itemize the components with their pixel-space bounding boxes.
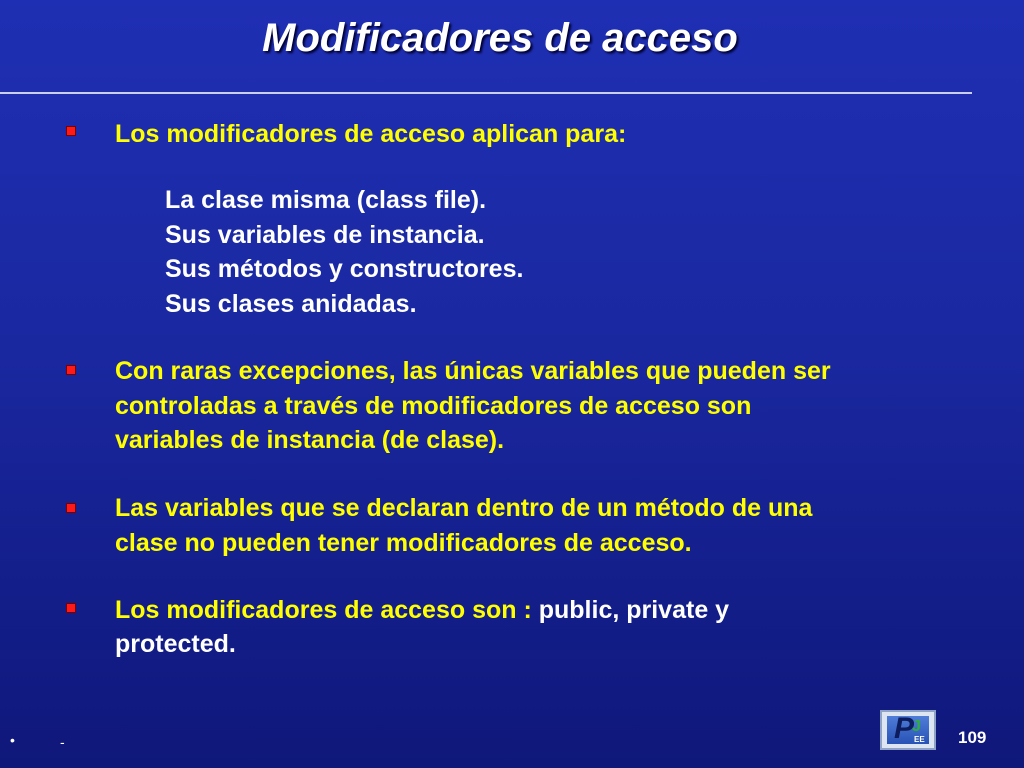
logo-letter-small: J: [912, 718, 921, 735]
sub-item: La clase misma (class file).: [165, 186, 487, 214]
bullet-4-line-1: [115, 593, 729, 628]
logo-icon: [887, 712, 929, 745]
bullet-marker: [66, 503, 76, 513]
bullet-1-text: Los modificadores de acceso aplican para:: [115, 120, 627, 148]
bullet-marker: [66, 603, 76, 613]
bullet-2-line-3: variables de instancia (de clase).: [115, 426, 505, 454]
bullet-marker: [66, 126, 76, 136]
bullet-4-keywords: public, private y: [538, 596, 730, 624]
bullet-4-prefix: Los modificadores de acceso son :: [115, 596, 539, 624]
sub-item: Sus clases anidadas.: [165, 290, 417, 318]
footer-dash: -: [60, 734, 65, 750]
bullet-3-line-1: Las variables que se declaran dentro de un método de una: [115, 494, 813, 522]
bullet-3-line-2: clase no pueden tener modificadores de acceso.: [115, 529, 692, 557]
sub-item: Sus variables de instancia.: [165, 221, 485, 249]
page-number: 109: [958, 728, 987, 747]
sub-item: Sus métodos y constructores.: [165, 255, 524, 283]
logo-letter: P: [894, 712, 915, 745]
logo-letter-mini: EE: [914, 735, 925, 744]
title-divider: [0, 92, 972, 94]
slide-title: Modificadores de acceso: [262, 16, 738, 60]
footer-dot: •: [10, 732, 15, 748]
bullet-4-line-2: protected.: [115, 630, 236, 658]
logo: [880, 710, 936, 750]
bullet-2-line-2: controladas a través de modificadores de acceso son: [115, 392, 752, 420]
bullet-2-line-1: Con raras excepciones, las únicas variables que pueden ser: [115, 357, 831, 385]
bullet-marker: [66, 365, 76, 375]
